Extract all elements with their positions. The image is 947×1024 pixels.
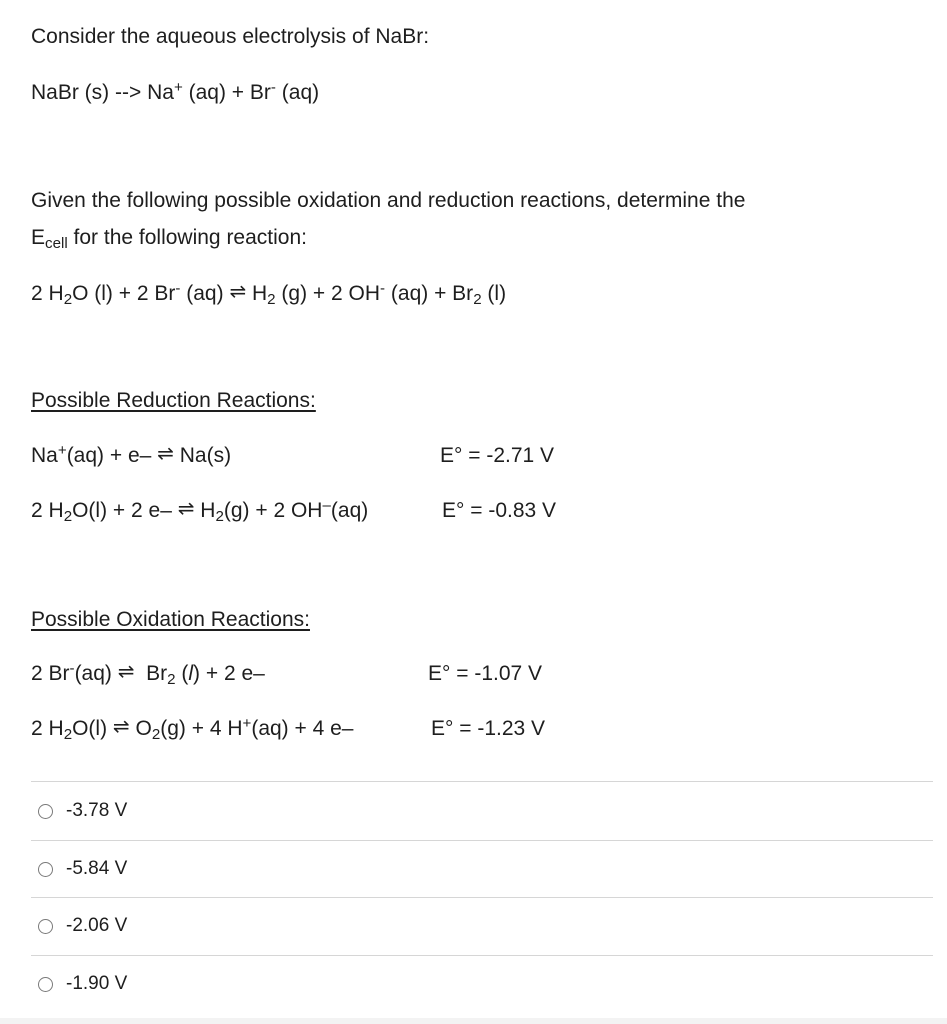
divider: [31, 781, 933, 782]
divider: [31, 840, 933, 841]
answer-option-3[interactable]: [38, 915, 127, 937]
answer-option-4[interactable]: [38, 973, 127, 995]
question-text-line2: $E_{cell}$ for the following reaction:: [31, 226, 307, 252]
reduction-reaction-2: 2 $H_2O(l) + 2$ e– ⇌ $H_2(g) + 2$ OH–(aq): [31, 497, 369, 525]
oxidation-potential-2: E° = -1.23 V: [431, 717, 546, 740]
option-label[interactable]: -3.78 V: [66, 800, 128, 821]
radio-button-icon[interactable]: [38, 977, 53, 992]
divider: [31, 897, 933, 898]
radio-button-icon[interactable]: [38, 919, 53, 934]
radio-button-icon[interactable]: [38, 862, 53, 877]
answer-option-1[interactable]: [38, 800, 127, 822]
option-label[interactable]: -1.90 V: [66, 973, 128, 994]
reduction-potential-1: E° = -2.71 V: [440, 444, 555, 467]
equilibrium-arrow-icon: ⇌: [157, 443, 174, 465]
dissociation-equation: NaBr (s) --> Na+ (aq) + Br- (aq): [31, 79, 320, 104]
bottom-edge: [0, 1018, 947, 1024]
oxidation-reaction-2: 2 $H_2O(l)$ ⇌ $O_2(g) + 4$ H+(aq) + 4 e–: [31, 715, 354, 743]
question-text-line1: Given the following possible oxidation and reduction reactions, determine the: [31, 189, 746, 212]
reduction-potential-2: E° = -0.83 V: [442, 499, 557, 522]
answer-option-2[interactable]: [38, 858, 127, 880]
radio-button-icon[interactable]: [38, 804, 53, 819]
oxidation-potential-1: E° = -1.07 V: [428, 662, 543, 685]
reduction-heading: Possible Reduction Reactions:: [31, 389, 316, 412]
divider: [31, 955, 933, 956]
intro-text: Consider the aqueous electrolysis of NaBr:: [31, 25, 430, 48]
equilibrium-arrow-icon: ⇌: [117, 661, 135, 683]
option-label[interactable]: -5.84 V: [66, 858, 128, 879]
oxidation-heading: Possible Oxidation Reactions:: [31, 608, 310, 631]
oxidation-reaction-1: 2 Br-(aq) ⇌ $Br_2$ (l) + 2 e–: [31, 660, 265, 688]
reduction-reaction-1: Na+(aq) + e– ⇌ Na(s): [31, 442, 232, 467]
option-label[interactable]: -2.06 V: [66, 915, 128, 936]
equilibrium-arrow-icon: ⇌: [112, 716, 130, 738]
equilibrium-arrow-icon: ⇌: [229, 281, 247, 303]
equilibrium-arrow-icon: ⇌: [177, 498, 195, 520]
overall-reaction: 2 $H_2O$ (l) + 2 Br- (aq) ⇌ $H_2$ (g) + 2 OH- $(aq) + Br_2$ (l): [31, 280, 507, 308]
